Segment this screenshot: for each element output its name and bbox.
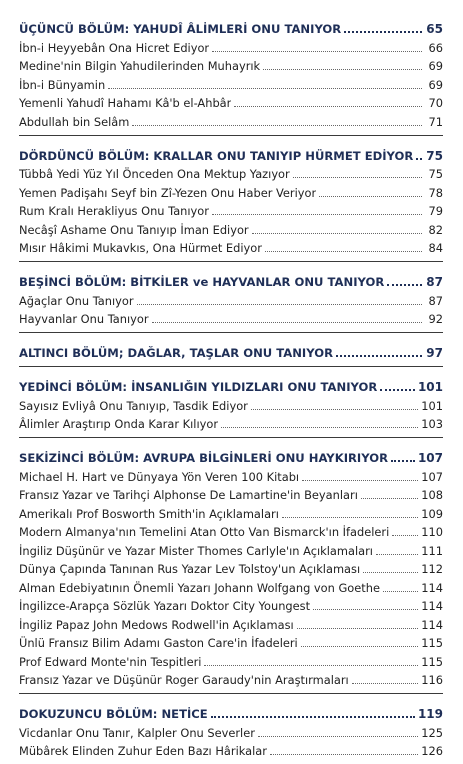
entry-page-number: 66 [428,40,443,55]
section-heading [19,340,443,360]
table-of-contents [19,16,443,764]
section-heading [19,16,443,36]
toc-entry [19,73,443,92]
entry-page-number: 115 [421,636,443,650]
entry-title: İngilizce-Arapça Sözlük Yazarı Doktor City Youngest [19,599,311,613]
dot-leader [204,665,418,666]
dot-leader [336,355,422,357]
toc-section [19,340,443,367]
toc-entry [19,413,443,432]
toc-entry [19,650,443,669]
section-title: YEDİNCİ BÖLÜM: İNSANLIĞIN YILDIZLARI ONU TANIYOR [19,380,378,394]
toc-entry [19,200,443,219]
toc-entry [19,394,443,413]
toc-entry [19,632,443,651]
dot-leader [313,609,418,610]
section-page-number: 65 [426,22,443,36]
section-title: SEKİZİNCİ BÖLÜM: AVRUPA BİLGİNLERİ ONU HAYKIRIYOR [19,451,389,465]
entry-title: Sayısız Evliyâ Onu Tanıyıp, Tasdik Ediyor [19,398,248,413]
entry-title: Yemenli Yahudî Hahamı Kâ'b el-Ahbâr [19,96,232,110]
toc-section [19,374,443,438]
toc-entry [19,289,443,308]
section-heading [19,143,443,163]
dot-leader [263,69,422,70]
entry-page-number: 126 [421,744,443,758]
entry-page-number: 78 [428,185,443,200]
dot-leader [234,106,422,107]
toc-entry [19,163,443,182]
dot-leader [380,389,415,391]
toc-entry [19,521,443,540]
section-heading [19,374,443,394]
entry-title: Tübbâ Yedi Yüz Yıl Önceden Ona Mektup Yazıyor [19,167,290,181]
entry-page-number: 111 [421,543,443,558]
entry-title: Amerikalı Prof Bosworth Smith'in Açıklamaları [19,506,279,521]
entry-page-number: 114 [421,599,443,613]
toc-section [19,701,443,758]
entry-title: Rum Kralı Herakliyus Onu Tanıyor [19,204,209,218]
entry-title: Prof Edward Monte'nin Tespitleri [19,654,202,669]
toc-entry [19,237,443,256]
entry-title: Medine'nin Bilgin Yahudilerinden Muhayrık [19,59,261,73]
toc-entry [19,465,443,484]
entry-title: İbn-i Heyyebân Ona Hicret Ediyor [19,40,210,55]
dot-leader [319,196,422,197]
entry-page-number: 115 [421,654,443,669]
dot-leader [258,736,418,737]
entry-page-number: 75 [428,167,443,181]
dot-leader [344,31,422,33]
dot-leader [391,460,415,462]
entry-title: Yemen Padişahı Seyf bin Zî-Yezen Onu Haber Veriyor [19,185,317,200]
entry-page-number: 84 [428,241,443,255]
section-page-number: 107 [417,451,443,465]
dot-leader [352,683,419,684]
entry-title: Dünya Çapında Tanınan Rus Yazar Lev Tolstoy'un Açıklaması [19,562,361,576]
entry-page-number: 82 [428,222,443,237]
entry-title: İngiliz Düşünür ve Yazar Mister Thomes Carlyle'ın Açıklamaları [19,543,373,558]
toc-section [19,143,443,263]
section-title: BEŞİNCİ BÖLÜM: BİTKİLER ve HAYVANLAR ONU TANIYOR [19,275,385,289]
entry-title: Ağaçlar Onu Tanıyor [19,293,134,308]
entry-page-number: 114 [421,617,443,632]
section-heading [19,269,443,289]
entry-page-number: 87 [428,293,443,308]
entry-page-number: 107 [421,469,443,484]
entry-title: Âlimler Araştırıp Onda Karar Kılıyor [19,417,219,431]
section-page-number: 87 [426,275,443,289]
entry-title: İbn-i Bünyamin [19,77,106,92]
entry-page-number: 110 [421,525,443,539]
section-title: ÜÇÜNCÜ BÖLÜM: YAHUDÎ ÂLİMLERİ ONU TANIYOR [19,22,342,36]
entry-title: Michael H. Hart ve Dünyaya Yön Veren 100 Kitabı [19,469,300,484]
section-page-number: 101 [417,380,443,394]
toc-entry [19,36,443,55]
dot-leader [211,716,415,718]
entry-page-number: 79 [428,204,443,218]
dot-leader [301,646,419,647]
toc-entry [19,218,443,237]
entry-page-number: 71 [428,114,443,129]
entry-title: Mısır Hâkimi Mukavkıs, Ona Hürmet Ediyor [19,241,262,255]
dot-leader [302,480,418,481]
dot-leader [252,233,422,234]
entry-page-number: 125 [421,725,443,740]
toc-entry [19,92,443,111]
toc-entry [19,502,443,521]
entry-page-number: 70 [428,96,443,110]
section-page-number: 75 [426,148,443,163]
toc-entry [19,576,443,595]
entry-page-number: 69 [428,77,443,92]
dot-leader [297,628,419,629]
dot-leader [282,517,418,518]
dot-leader [212,214,422,215]
entry-title: Vicdanlar Onu Tanır, Kalpler Onu Severler [19,725,255,740]
toc-entry [19,539,443,558]
dot-leader [376,554,418,555]
dot-leader [108,88,422,89]
entry-title: Ünlü Fransız Bilim Adamı Gaston Care'in İfadeleri [19,636,298,650]
toc-entry [19,613,443,632]
entry-title: Mübârek Elinden Zuhur Eden Bazı Hârikalar [19,744,267,758]
dot-leader [383,591,418,592]
dot-leader [137,304,422,305]
entry-page-number: 116 [421,673,443,687]
dot-leader [361,498,418,499]
dot-leader [416,158,422,160]
entry-title: İngiliz Papaz John Medows Rodwell'in Açıklaması [19,617,294,632]
section-title: DOKUZUNCU BÖLÜM: NETİCE [19,707,208,721]
dot-leader [251,409,418,410]
entry-page-number: 114 [421,580,443,595]
entry-title: Abdullah bin Selâm [19,114,130,129]
toc-entry [19,558,443,577]
dot-leader [270,754,418,755]
section-heading [19,701,443,721]
dot-leader [387,284,422,286]
entry-title: Fransız Yazar ve Düşünür Roger Garaudy'nin Araştırmaları [19,673,349,687]
section-page-number: 97 [426,346,443,360]
entry-page-number: 101 [421,398,443,413]
section-heading [19,445,443,465]
dot-leader [132,125,422,126]
entry-title: Alman Edebiyatının Önemli Yazarı Johann Wolfgang von Goethe [19,580,380,595]
toc-entry [19,669,443,688]
section-page-number: 119 [417,707,443,721]
toc-section [19,269,443,333]
toc-entry [19,181,443,200]
dot-leader [152,322,422,323]
entry-page-number: 103 [421,417,443,431]
toc-entry [19,484,443,503]
toc-entry [19,595,443,614]
entry-title: Modern Almanya'nın Temelini Atan Otto Van Bismarck'ın İfadeleri [19,525,390,539]
section-title: ALTINCI BÖLÜM; DAĞLAR, TAŞLAR ONU TANIYOR [19,346,333,360]
toc-section [19,16,443,136]
toc-entry [19,55,443,74]
entry-page-number: 92 [428,312,443,326]
entry-title: Hayvanlar Onu Tanıyor [19,312,149,326]
dot-leader [392,535,418,536]
entry-page-number: 112 [421,562,443,576]
dot-leader [265,251,422,252]
entry-page-number: 69 [428,59,443,73]
entry-title: Necâşî Ashame Onu Tanıyıp İman Ediyor [19,222,249,237]
dot-leader [293,177,422,178]
toc-section [19,445,443,694]
entry-title: Fransız Yazar ve Tarihçi Alphonse De Lamartine'in Beyanları [19,488,358,502]
entry-page-number: 109 [421,506,443,521]
dot-leader [221,427,418,428]
entry-page-number: 108 [421,488,443,502]
toc-entry [19,740,443,759]
toc-entry [19,308,443,327]
section-title: DÖRDÜNCÜ BÖLÜM: KRALLAR ONU TANIYIP HÜRMET EDİYOR [19,148,413,163]
toc-entry [19,110,443,129]
dot-leader [363,572,418,573]
dot-leader [212,51,422,52]
toc-entry [19,721,443,740]
